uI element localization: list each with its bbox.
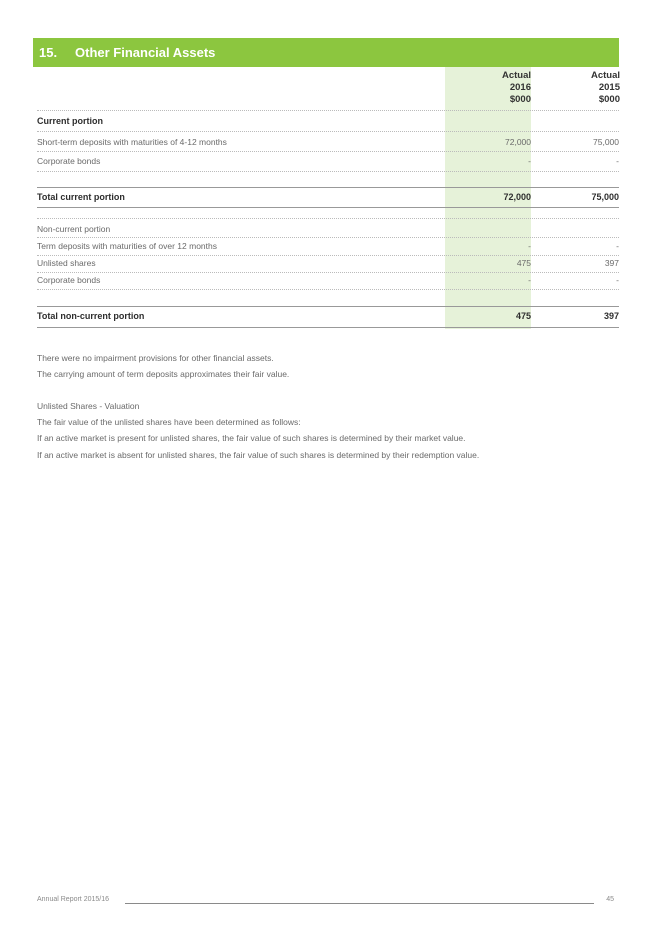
column-header-unit: $000: [598, 94, 620, 105]
table-row: [37, 254, 619, 272]
column-header-2015: [591, 70, 620, 106]
value-2015: -: [616, 275, 619, 285]
value-2016: 72,000: [505, 137, 531, 147]
row-label: Term deposits with maturities of over 12 months: [37, 241, 217, 251]
row-label: Total non-current portion: [37, 311, 145, 321]
page-number: 45: [606, 896, 614, 903]
note-text: The fair value of the unlisted shares have been determined as follows:: [37, 417, 301, 427]
total-rule: [37, 327, 619, 328]
row-label: Short-term deposits with maturities of 4-12 months: [37, 137, 227, 147]
table-row: [37, 237, 619, 255]
note-text: If an active market is present for unlisted shares, the fair value of such shares is determined by their market value.: [37, 433, 466, 443]
divider: [37, 171, 619, 172]
note-text: There were no impairment provisions for other financial assets.: [37, 353, 274, 363]
value-2015: 75,000: [593, 137, 619, 147]
row-label: Corporate bonds: [37, 156, 101, 166]
note-text: The carrying amount of term deposits approximates their fair value.: [37, 369, 290, 379]
noncurrent-portion-heading: [37, 220, 619, 238]
table-row: [37, 271, 619, 289]
value-2016: -: [528, 275, 531, 285]
column-header-label: Actual: [501, 70, 531, 81]
value-2016: -: [528, 241, 531, 251]
note-subheading: Unlisted Shares - Valuation: [37, 401, 140, 411]
footer-rule: [125, 903, 594, 904]
value-2016: -: [528, 156, 531, 166]
row-label: Corporate bonds: [37, 275, 101, 285]
column-header-label: Actual: [590, 70, 620, 81]
row-label: Unlisted shares: [37, 258, 96, 268]
column-header-year: 2015: [598, 82, 620, 93]
value-2015: 75,000: [591, 192, 619, 202]
row-label: Non-current portion: [37, 224, 111, 234]
value-2016: 475: [516, 258, 531, 268]
column-header-2016: [502, 70, 531, 106]
divider: [37, 289, 619, 290]
divider: [37, 110, 619, 111]
column-header-unit: $000: [509, 94, 531, 105]
value-2015: -: [616, 156, 619, 166]
value-2015: 397: [603, 311, 619, 321]
divider: [37, 218, 619, 219]
column-header-year: 2016: [509, 82, 531, 93]
table-row: [37, 133, 619, 151]
current-portion-heading: [37, 112, 619, 130]
row-label: Total current portion: [37, 192, 125, 202]
value-2016: 475: [515, 311, 531, 321]
note-text: If an active market is absent for unlisted shares, the fair value of such shares is determined by their redemption value.: [37, 450, 480, 460]
section-number: 15.: [39, 45, 58, 60]
report-title: Annual Report 2015/16: [37, 896, 109, 903]
section-banner: [33, 38, 619, 67]
value-2016: 72,000: [503, 192, 531, 202]
total-rule: [37, 207, 619, 208]
value-2015: 397: [604, 258, 619, 268]
total-current-row: [37, 188, 619, 206]
value-2015: -: [616, 241, 619, 251]
total-noncurrent-row: [37, 307, 619, 325]
row-label: Current portion: [37, 116, 103, 126]
page-footer: [37, 896, 614, 910]
table-row: [37, 152, 619, 170]
divider: [37, 131, 619, 132]
section-title: Other Financial Assets: [75, 45, 216, 60]
